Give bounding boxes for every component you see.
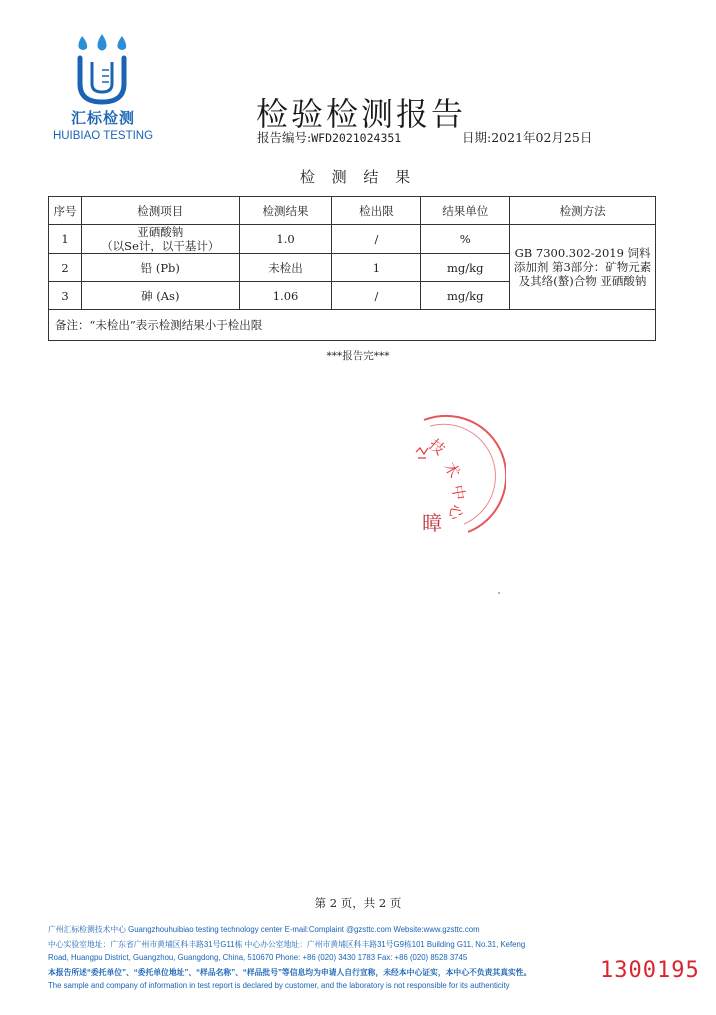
report-title: 检验检测报告 [256, 95, 467, 133]
svg-text:技: 技 [425, 435, 449, 459]
footer-line: Road, Huangpu District, Guangzhou, Guangdong, China, 510670 Phone: +86 (020) 3430 1783 Fax: +86 (020) 8528 3745 [48, 953, 468, 962]
row-result: 未检出 [239, 254, 332, 282]
row-limit: / [332, 225, 421, 254]
table-note-row [49, 310, 656, 341]
header-cell: 检测项目 [81, 197, 239, 225]
scan-speck [498, 592, 500, 594]
svg-text:心: 心 [445, 503, 466, 522]
section-title: 检 测 结 果 [299, 168, 417, 186]
results-table [48, 196, 656, 341]
report-date-value: 2021年02月25日 [491, 130, 593, 145]
row-result: 1.06 [239, 282, 332, 310]
logo-name-en: HUIBIAO TESTING [52, 130, 154, 142]
report-number [257, 128, 401, 146]
row-item [81, 225, 239, 254]
row-unit: mg/kg [421, 254, 510, 282]
header-cell: 检测结果 [239, 197, 332, 225]
row-limit: 1 [332, 254, 421, 282]
report-number-label: 报告编号: [257, 130, 312, 145]
signature: 暲 [422, 511, 442, 535]
report-end-marker: ***报告完*** [326, 350, 390, 362]
report-number-value: WFD2021024351 [311, 131, 402, 145]
row-item: 砷 (As) [81, 282, 239, 310]
logo-name-cn: 汇标检测 [70, 109, 135, 127]
row-number: 3 [49, 282, 82, 310]
svg-text:中: 中 [448, 483, 469, 502]
row-unit: % [421, 225, 510, 254]
scan-speck [500, 450, 502, 452]
header-cell: 检测方法 [510, 197, 656, 225]
header-cell: 序号 [49, 197, 82, 225]
header-cell: 检出限 [332, 197, 421, 225]
row-unit: mg/kg [421, 282, 510, 310]
row-number: 1 [49, 225, 82, 254]
method-cell: GB 7300.302-2019 饲料添加剂 第3部分：矿物元素及其络(螯)合物 亚硒酸钠 [510, 225, 656, 310]
svg-text:术: 术 [440, 459, 464, 482]
table-note: 备注：“未检出”表示检测结果小于检出限 [49, 310, 656, 341]
footer-line: 广州汇标检测技术中心 Guangzhouhuibiao testing technology center E-mail:Complaint @gzsttc.com Website:www.gzsttc.com [48, 925, 480, 934]
row-number: 2 [49, 254, 82, 282]
table-row [49, 225, 656, 254]
row-item-name: 亚硒酸钠 [137, 225, 184, 239]
row-item-note: （以Se计，以干基计） [101, 239, 220, 253]
table-header-row [49, 197, 656, 225]
page-number: 第 2 页，共 2 页 [314, 896, 402, 910]
row-item: 铅 (Pb) [81, 254, 239, 282]
footer-line: 中心实验室地址：广东省广州市黄埔区科丰路31号G11栋 中心办公室地址：广州市黄埔区科丰路31号G9栋101 Building G11, No.31, Kefeng [48, 940, 526, 949]
footer-line: 本报告所述“委托单位”、“委托单位地址”、“样品名称”、“样品批号”等信息均为申请人自行宣称，未经本中心证实，本中心不负责其真实性。 [48, 968, 532, 977]
seal-stamp [406, 412, 506, 542]
row-limit: / [332, 282, 421, 310]
footer-line: The sample and company of information in test report is declared by customer, and the laboratory is not responsible for its authenticity [48, 981, 510, 990]
report-date-label: 日期: [462, 130, 492, 145]
serial-number: 1300195 [600, 958, 700, 983]
row-result: 1.0 [239, 225, 332, 254]
report-date [462, 128, 592, 146]
header-cell: 结果单位 [421, 197, 510, 225]
